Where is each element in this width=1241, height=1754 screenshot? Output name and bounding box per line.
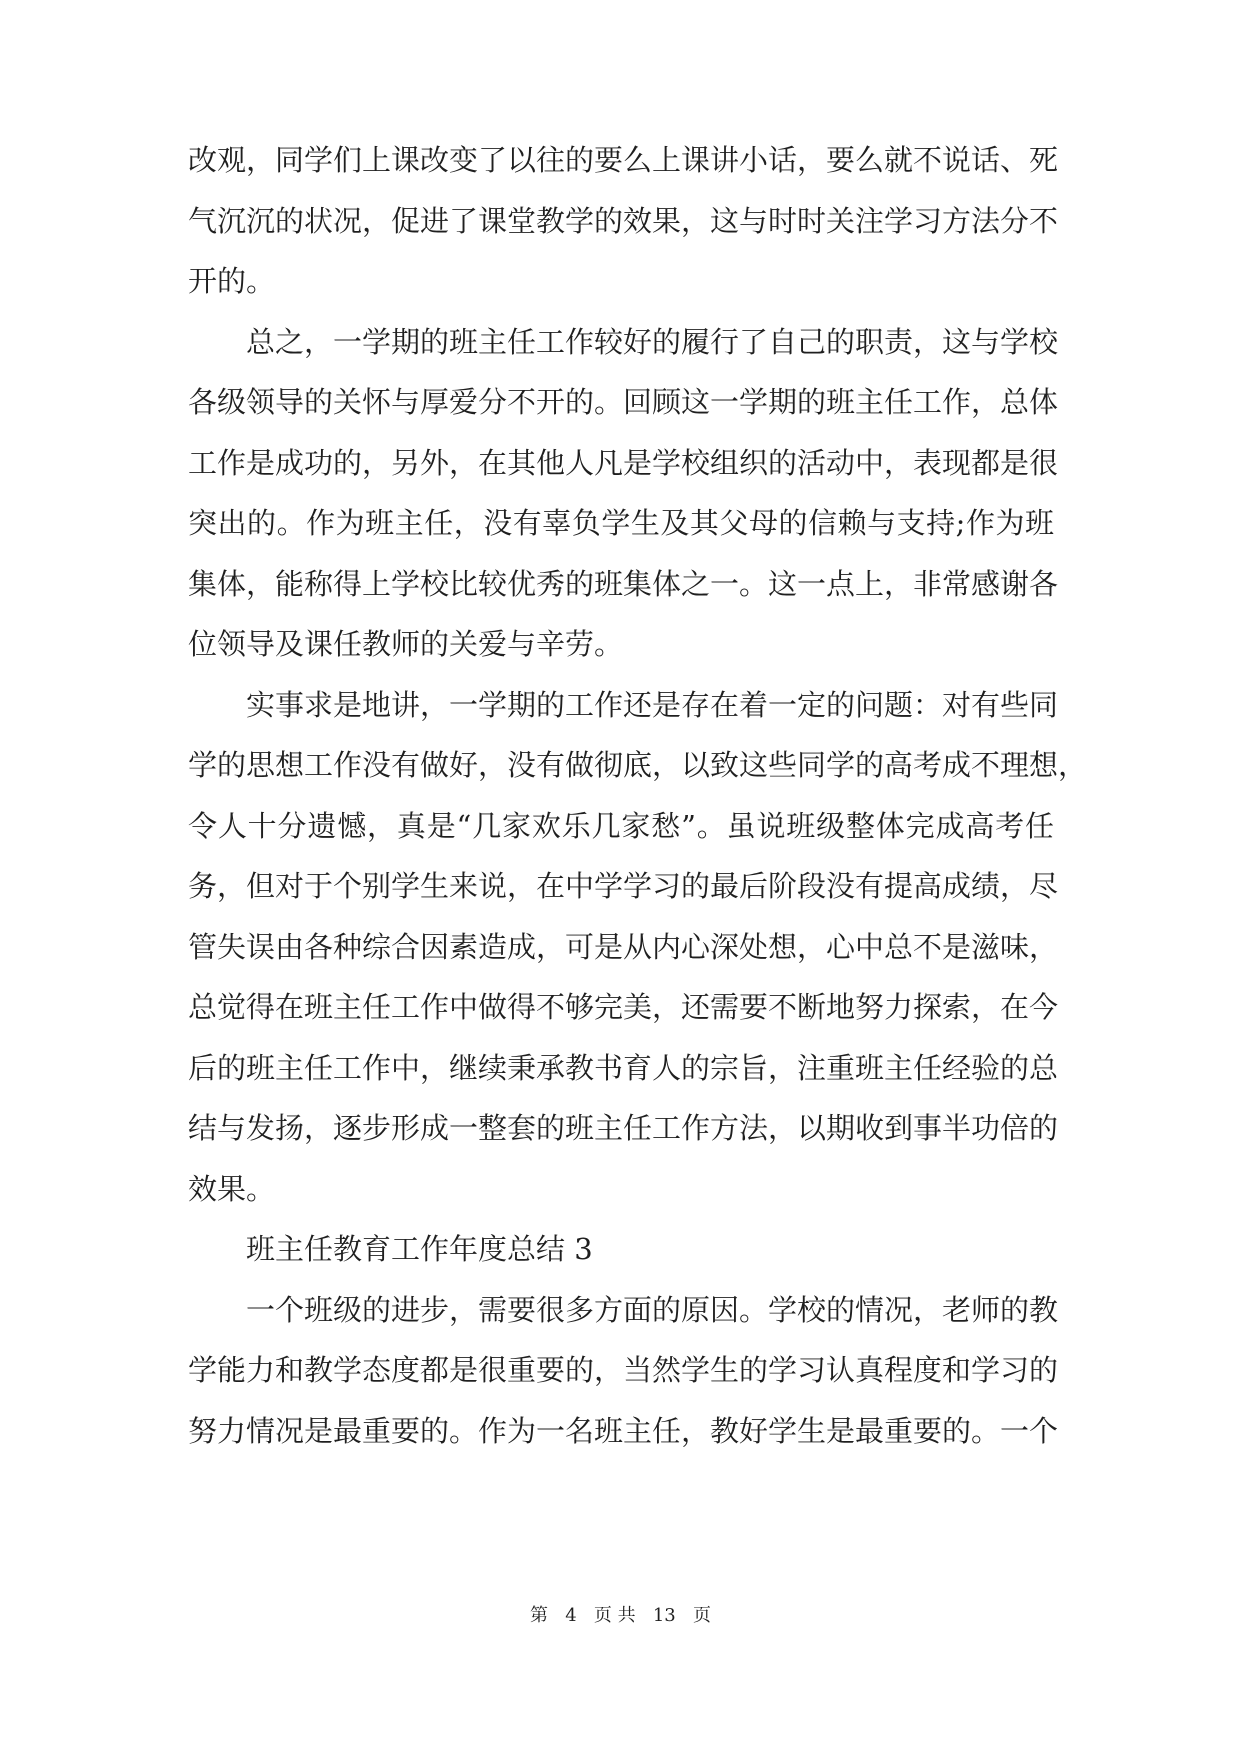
footer-prefix: 第 <box>530 1605 549 1626</box>
footer-suffix: 页 <box>692 1605 711 1626</box>
text-line: 改观，同学们上课改变了以往的要么上课讲小话，要么就不说话、死 <box>188 143 1059 177</box>
text-line: 总觉得在班主任工作中做得不够完美，还需要不断地努力探索，在今 <box>188 990 1059 1024</box>
text-line: 令人十分遗憾，真是“几家欢乐几家愁”。虽说班级整体完成高考任 <box>188 808 1054 843</box>
text-line: 开的。 <box>188 264 276 298</box>
footer-current-page: 4 <box>565 1605 577 1626</box>
text-line: 学的思想工作没有做好，没有做彻底，以致这些同学的高考成不理想， <box>188 748 1088 782</box>
page-footer <box>0 1604 1241 1628</box>
text-line: 一个班级的进步，需要很多方面的原因。学校的情况，老师的教 <box>246 1292 1059 1327</box>
text-line: 后的班主任工作中，继续秉承教书育人的宗旨，注重班主任经验的总 <box>188 1050 1059 1085</box>
text-line: 管失误由各种综合因素造成，可是从内心深处想，心中总不是滋味， <box>188 929 1059 964</box>
text-line: 实事求是地讲，一学期的工作还是存在着一定的问题：对有些同 <box>246 687 1059 722</box>
text-line: 突出的。作为班主任，没有辜负学生及其父母的信赖与支持;作为班 <box>188 506 1054 540</box>
footer-total-pages: 13 <box>652 1605 676 1626</box>
text-line: 效果。 <box>188 1171 276 1206</box>
text-line: 气沉沉的状况，促进了课堂教学的效果，这与时时关注学习方法分不 <box>188 203 1059 238</box>
document-body <box>188 130 1088 1461</box>
text-line: 集体，能称得上学校比较优秀的班集体之一。这一点上，非常感谢各 <box>188 566 1059 601</box>
footer-middle: 页 共 <box>593 1605 636 1626</box>
text-line: 结与发扬，逐步形成一整套的班主任工作方法，以期收到事半功倍的 <box>188 1111 1059 1145</box>
text-line: 努力情况是最重要的。作为一名班主任，教好学生是最重要的。一个 <box>188 1413 1059 1448</box>
text-line: 各级领导的关怀与厚爱分不开的。回顾这一学期的班主任工作，总体 <box>188 385 1059 419</box>
text-line: 总之，一学期的班主任工作较好的履行了自己的职责，这与学校 <box>246 324 1059 359</box>
text-line: 学能力和教学态度都是很重要的，当然学生的学习认真程度和学习的 <box>188 1353 1059 1387</box>
text-line: 班主任教育工作年度总结 3 <box>246 1232 593 1266</box>
text-line: 务，但对于个别学生来说，在中学学习的最后阶段没有提高成绩，尽 <box>188 869 1059 903</box>
text-line: 工作是成功的，另外，在其他人凡是学校组织的活动中，表现都是很 <box>188 445 1059 480</box>
text-line: 位领导及课任教师的关爱与辛劳。 <box>188 627 624 661</box>
